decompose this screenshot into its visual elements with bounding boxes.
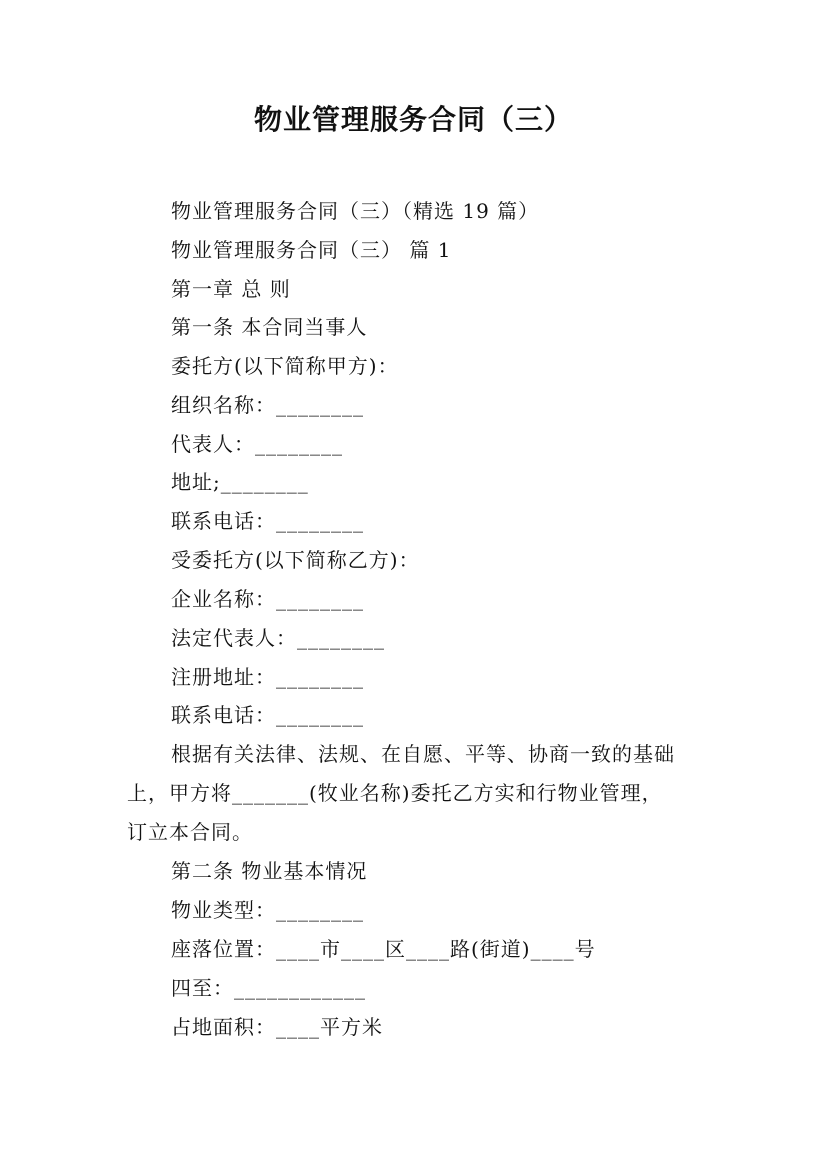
paragraph-line-8: 地址;________ [171,470,309,494]
paragraph-line-22: 占地面积：____平方米 [171,1015,383,1039]
paragraph-line-2: 物业管理服务合同（三） 篇 1 [171,238,452,262]
paragraph-line-5: 委托方(以下简称甲方)： [171,354,399,378]
paragraph-line-17: 订立本合同。 [127,820,253,844]
paragraph-line-14: 联系电话：________ [171,703,364,727]
paragraph-line-21: 四至：____________ [171,976,366,1000]
paragraph-line-12: 法定代表人：________ [171,626,385,650]
paragraph-line-13: 注册地址：________ [171,665,364,689]
paragraph-line-20: 座落位置：____市____区____路(街道)____号 [171,937,596,961]
paragraph-line-9: 联系电话：________ [171,509,364,533]
document-title: 物业管理服务合同（三） [253,103,573,136]
paragraph-line-7: 代表人：________ [171,432,343,456]
paragraph-line-1: 物业管理服务合同（三）（精选 19 篇） [171,199,540,223]
paragraph-line-10: 受委托方(以下简称乙方)： [171,548,420,572]
paragraph-line-18: 第二条 物业基本情况 [171,859,368,883]
paragraph-line-15: 根据有关法律、法规、在自愿、平等、协商一致的基础 [171,742,675,766]
paragraph-line-16: 上，甲方将_______(牧业名称)委托乙方实和行物业管理， [127,781,663,805]
paragraph-line-11: 企业名称：________ [171,587,364,611]
paragraph-line-3: 第一章 总 则 [171,277,291,301]
paragraph-line-6: 组织名称：________ [171,393,364,417]
paragraph-line-4: 第一条 本合同当事人 [171,315,368,339]
paragraph-line-19: 物业类型：________ [171,898,364,922]
